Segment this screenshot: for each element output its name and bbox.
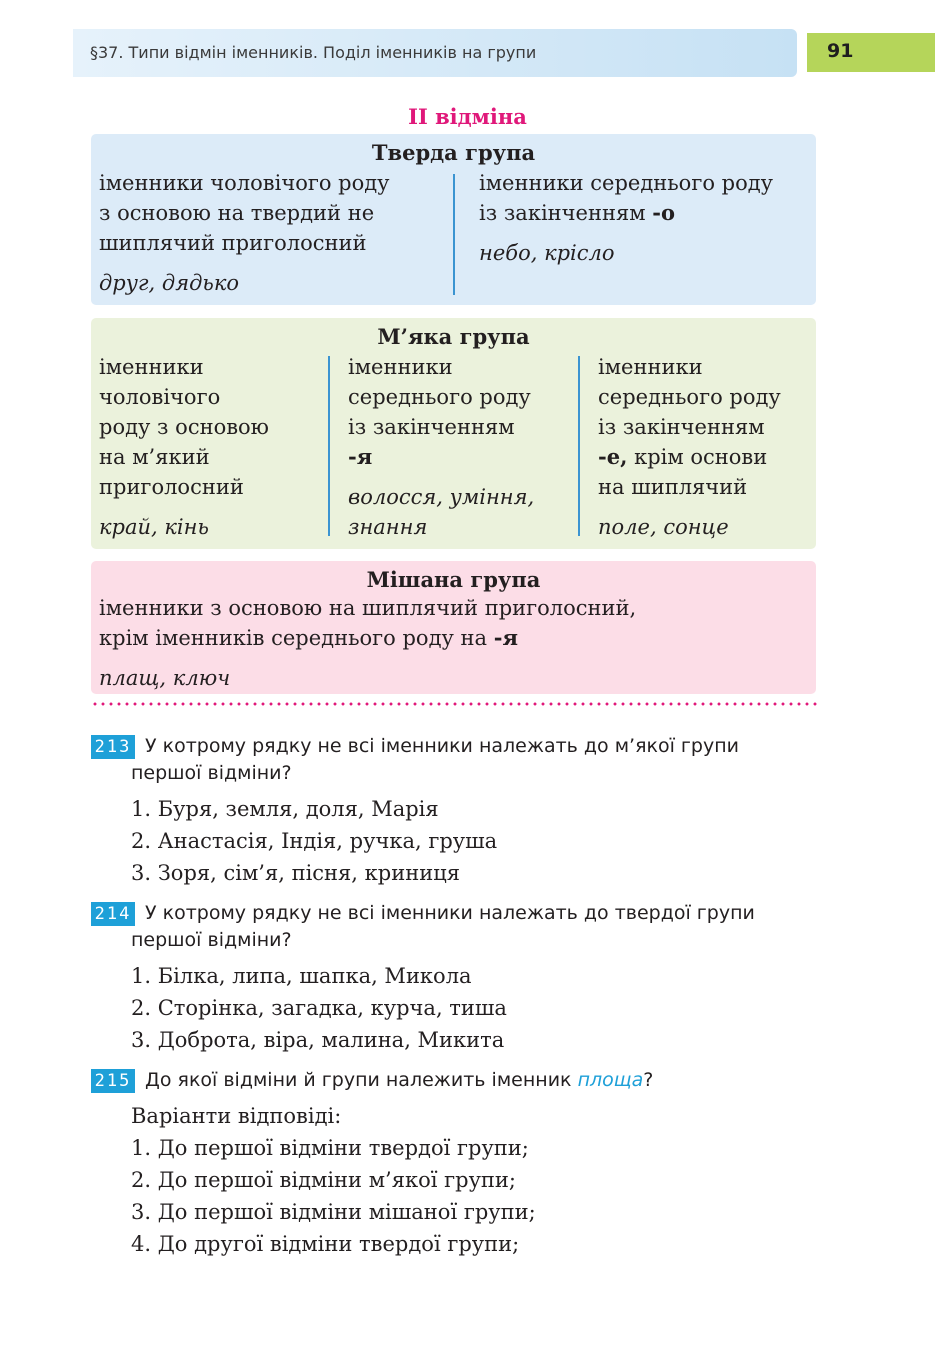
- text-line: шиплячий приголосний: [99, 231, 367, 255]
- soft-group-col2-text: [348, 352, 531, 472]
- hard-group-right-example: небо, крісло: [479, 241, 615, 265]
- soft-group-heading: М’яка група: [377, 324, 530, 349]
- list-item: 2. До першої відміни м’якої групи;: [131, 1168, 517, 1192]
- text-line: іменники чоловічого роду: [99, 171, 390, 195]
- text-line: з основою на твердий не: [99, 201, 375, 225]
- ending-bold: -я: [493, 625, 518, 650]
- ending-bold: -я: [348, 444, 373, 469]
- column-divider: [453, 174, 455, 295]
- page-header: [73, 29, 797, 77]
- text-line: [479, 198, 773, 228]
- text-line: роду з основою: [99, 415, 269, 439]
- list-item: 1. Білка, липа, шапка, Микола: [131, 964, 472, 988]
- text-fragment: ?: [643, 1069, 654, 1091]
- soft-group-col3-text: [598, 352, 781, 502]
- text-fragment: із закінченням: [479, 201, 653, 225]
- text-line: із закінченням: [348, 415, 515, 439]
- list-item: 3. До першої відміни мішаної групи;: [131, 1200, 536, 1224]
- text-fragment: крім іменників середнього роду на: [99, 626, 494, 650]
- header-title: §37. Типи відмін іменників. Поділ іменників на групи: [90, 43, 537, 62]
- text-line: приголосний: [99, 475, 244, 499]
- exercise-question: [145, 1069, 653, 1091]
- hard-group-right-text: [479, 168, 773, 228]
- exercise-question: У котрому рядку не всі іменники належать до м’якої групи: [145, 735, 739, 757]
- text-fragment: До якої відміни й групи належить іменник: [145, 1069, 578, 1091]
- column-divider: [578, 356, 580, 536]
- soft-group-col2-example: [348, 482, 534, 542]
- exercise-number-badge: 215: [91, 1069, 135, 1093]
- page-number-badge: [807, 33, 935, 72]
- hard-group-heading: Тверда група: [371, 140, 536, 165]
- text-line: [598, 442, 781, 472]
- text-line: чоловічого: [99, 385, 221, 409]
- text-fragment: крім основи: [627, 445, 768, 469]
- list-item: 2. Сторінка, загадка, курча, тиша: [131, 996, 507, 1020]
- hard-group-box: [91, 134, 816, 305]
- text-line: на шиплячий: [598, 475, 748, 499]
- text-line: волосся, уміння,: [348, 485, 535, 509]
- exercise-question: першої відміни?: [131, 762, 292, 784]
- list-item: 3. Доброта, віра, малина, Микита: [131, 1028, 505, 1052]
- hard-group-left-example: друг, дядько: [99, 271, 240, 295]
- list-item: 4. До другої відміни твердої групи;: [131, 1232, 520, 1256]
- list-item: 2. Анастасія, Індія, ручка, груша: [131, 829, 498, 853]
- exercise-number-badge: 213: [91, 735, 135, 759]
- text-line: середнього роду: [348, 385, 531, 409]
- soft-group-col1-text: [99, 352, 269, 502]
- text-line: іменники середнього роду: [479, 171, 774, 195]
- text-line: із закінченням: [598, 415, 765, 439]
- exercise-question: першої відміни?: [131, 929, 292, 951]
- text-line: [99, 623, 636, 653]
- section-title: II відміна: [408, 104, 527, 129]
- text-line: знання: [348, 515, 428, 539]
- list-item: 3. Зоря, сім’я, пісня, криниця: [131, 861, 460, 885]
- text-line: іменники: [598, 355, 703, 379]
- soft-group-box: [91, 318, 816, 549]
- highlighted-word: площа: [577, 1069, 644, 1091]
- answers-label: Варіанти відповіді:: [131, 1104, 342, 1128]
- exercise-number-badge: 214: [91, 902, 135, 926]
- ending-bold: -о: [652, 200, 675, 225]
- mixed-group-text: [99, 593, 636, 653]
- mixed-group-box: [91, 561, 816, 694]
- mixed-group-heading: Мішана група: [366, 567, 541, 592]
- mixed-group-example: плащ, ключ: [99, 666, 231, 690]
- dotted-divider: [91, 702, 818, 706]
- text-line: середнього роду: [598, 385, 781, 409]
- text-line: іменники з основою на шиплячий приголосний,: [99, 596, 637, 620]
- soft-group-col3-example: поле, сонце: [598, 515, 729, 539]
- text-line: іменники: [348, 355, 453, 379]
- hard-group-left-text: [99, 168, 390, 258]
- text-line: на м’який: [99, 445, 210, 469]
- soft-group-col1-example: край, кінь: [99, 515, 209, 539]
- column-divider: [328, 356, 330, 536]
- list-item: 1. До першої відміни твердої групи;: [131, 1136, 529, 1160]
- ending-bold: -е,: [598, 444, 628, 469]
- exercise-question: У котрому рядку не всі іменники належать до твердої групи: [145, 902, 755, 924]
- text-line: іменники: [99, 355, 204, 379]
- list-item: 1. Буря, земля, доля, Марія: [131, 797, 439, 821]
- page-number: 91: [827, 40, 854, 62]
